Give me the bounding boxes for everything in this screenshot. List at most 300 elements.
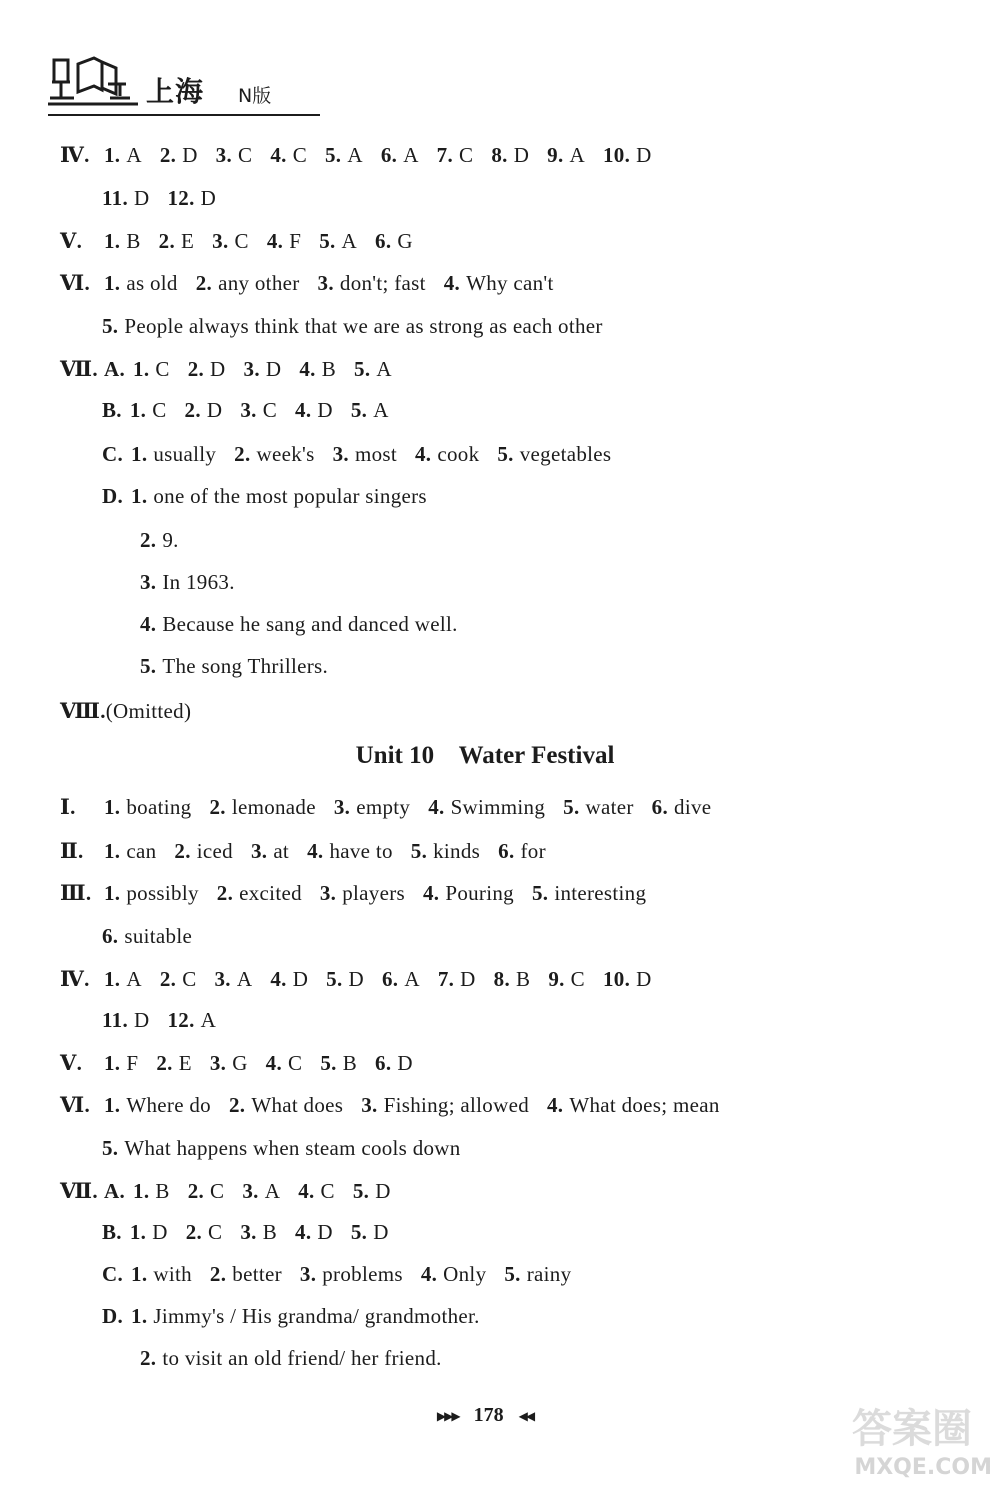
answer-item: [603, 143, 652, 167]
item-number: 1.: [131, 1262, 148, 1286]
item-answer: week's: [256, 442, 315, 466]
item-number: 3.: [319, 881, 337, 905]
answer-item: [160, 967, 197, 991]
answer-line: [60, 794, 729, 820]
item-answer: kinds: [433, 839, 481, 863]
answer-item: [270, 967, 308, 991]
answer-item: [133, 357, 170, 381]
item-number: 3.: [209, 1051, 227, 1075]
answer-item: [381, 143, 419, 167]
answer-item: [444, 271, 554, 295]
item-answer: A: [126, 967, 142, 991]
answer-item: [210, 1051, 248, 1075]
item-answer: rainy: [526, 1262, 572, 1286]
item-number: 3.: [250, 839, 268, 863]
item-number: 4.: [270, 967, 287, 991]
item-answer: 9.: [162, 528, 179, 552]
item-number: 9.: [548, 967, 565, 991]
item-number: 4.: [298, 1179, 315, 1203]
answer-item: [295, 1220, 333, 1244]
answer-item: [234, 442, 314, 466]
item-answer: Where do: [126, 1093, 211, 1117]
answer-line: [60, 966, 670, 992]
brand-title: 上海: [146, 75, 205, 108]
section-numeral: Ⅵ.: [60, 271, 90, 295]
item-number: 5.: [352, 1179, 370, 1203]
item-number: 4.: [140, 612, 157, 636]
answer-item: [188, 357, 226, 381]
item-number: 2.: [184, 398, 201, 422]
book-logo-icon: [48, 54, 138, 110]
answer-item: [298, 1179, 335, 1203]
answer-item: [185, 398, 223, 422]
answer-item: [504, 1262, 571, 1286]
answer-item: [498, 839, 546, 863]
item-number: 5.: [410, 839, 428, 863]
item-number: 5.: [354, 357, 371, 381]
item-answer: suitable: [124, 924, 193, 948]
answer-item: [212, 229, 249, 253]
item-answer: What does: [251, 1093, 344, 1117]
item-number: 3.: [317, 271, 334, 295]
answer-item: [333, 442, 397, 466]
section-numeral: Ⅱ.: [60, 839, 84, 863]
item-answer: D: [210, 357, 226, 381]
answer-item: [167, 1008, 216, 1032]
item-number: 5.: [350, 398, 368, 422]
item-answer: problems: [322, 1262, 403, 1286]
item-number: 1.: [131, 1304, 148, 1328]
answer-line: [60, 838, 564, 864]
subsection-letter: D.: [102, 1304, 124, 1328]
item-number: 1.: [133, 357, 150, 381]
item-number: 2.: [209, 795, 226, 819]
answer-item: [215, 967, 253, 991]
answer-line: [102, 1136, 479, 1161]
answer-item: [603, 967, 652, 991]
item-number: 2.: [174, 839, 191, 863]
answer-item: [140, 570, 235, 594]
answer-item: [104, 795, 191, 819]
answer-line: [102, 442, 629, 467]
answer-item: [438, 967, 476, 991]
item-number: 11.: [102, 1008, 128, 1032]
item-answer: A: [200, 1008, 217, 1032]
edition-label: N版: [238, 85, 272, 107]
item-answer: G: [232, 1051, 248, 1075]
subsection-letter: C.: [102, 1262, 124, 1286]
item-answer: D: [292, 967, 309, 991]
item-answer: D: [375, 1179, 391, 1203]
item-answer: D: [373, 1220, 389, 1244]
answer-item: [131, 1262, 192, 1286]
item-number: 1.: [129, 398, 147, 422]
item-number: 2.: [195, 271, 213, 295]
item-number: 5.: [504, 1262, 521, 1286]
item-number: 4.: [428, 795, 445, 819]
item-number: 1.: [104, 271, 121, 295]
item-number: 3.: [243, 357, 260, 381]
item-answer: D: [317, 1220, 333, 1244]
answer-item: [307, 839, 393, 863]
item-number: 2.: [185, 1220, 203, 1244]
item-number: 10.: [602, 967, 631, 991]
item-answer: C: [234, 229, 249, 253]
answer-item: [210, 1262, 282, 1286]
item-number: 3.: [140, 570, 157, 594]
item-number: 3.: [215, 143, 233, 167]
answer-line: [102, 1262, 589, 1287]
item-number: 6.: [651, 795, 669, 819]
answer-item: [240, 1220, 277, 1244]
answer-item: [217, 881, 302, 905]
item-answer: C: [182, 967, 197, 991]
answer-item: [318, 271, 426, 295]
answer-item: [295, 398, 333, 422]
answer-item: [266, 1051, 303, 1075]
answer-line: [102, 1220, 407, 1245]
item-answer: as old: [126, 271, 178, 295]
answer-item: [320, 881, 405, 905]
item-number: 3.: [242, 1179, 259, 1203]
item-answer: A: [264, 1179, 281, 1203]
answer-item: [251, 839, 289, 863]
item-answer: cook: [437, 442, 480, 466]
item-number: 2.: [228, 1093, 246, 1117]
item-answer: players: [342, 881, 405, 905]
item-answer: D: [636, 967, 652, 991]
page-header: [48, 48, 320, 118]
item-answer: can: [126, 839, 157, 863]
item-answer: (Omitted): [105, 699, 192, 723]
answer-item: [491, 143, 529, 167]
answer-item: [270, 143, 307, 167]
item-answer: F: [126, 1051, 139, 1075]
item-number: 6.: [380, 143, 398, 167]
answer-item: [104, 967, 142, 991]
subsection-letter: D.: [102, 484, 124, 508]
answer-item: [652, 795, 712, 819]
answer-item: [186, 1220, 223, 1244]
item-number: 5.: [102, 1136, 119, 1160]
item-answer: possibly: [126, 881, 199, 905]
answer-item: [375, 1051, 413, 1075]
item-number: 1.: [104, 143, 121, 167]
item-answer: Only: [443, 1262, 487, 1286]
item-number: 1.: [129, 1220, 147, 1244]
item-answer: B: [516, 967, 531, 991]
item-number: 1.: [104, 967, 121, 991]
item-number: 2.: [234, 442, 251, 466]
item-number: 5.: [531, 881, 549, 905]
answer-item: [563, 795, 634, 819]
item-answer: have to: [329, 839, 393, 863]
item-answer: water: [585, 795, 634, 819]
answer-item: [494, 967, 531, 991]
item-answer: D: [636, 143, 652, 167]
answer-line: [102, 314, 621, 339]
answer-item: [547, 143, 585, 167]
section-numeral: Ⅷ.: [60, 699, 106, 723]
item-number: 3.: [212, 229, 229, 253]
answer-item: [104, 143, 142, 167]
answer-item: [411, 839, 480, 863]
watermark-url-text: MXQE.COM: [854, 1455, 992, 1480]
item-number: 2.: [159, 143, 177, 167]
item-number: 1.: [104, 229, 121, 253]
item-answer: A: [347, 143, 363, 167]
item-answer: A: [341, 229, 358, 253]
item-answer: excited: [239, 881, 302, 905]
item-number: 8.: [493, 967, 510, 991]
item-answer: C: [238, 143, 253, 167]
item-number: 4.: [299, 357, 316, 381]
page-number: 178: [473, 1404, 504, 1426]
item-number: 10.: [602, 143, 631, 167]
item-number: 6.: [102, 924, 119, 948]
watermark-big-text: 答案圈: [852, 1406, 972, 1452]
unit-title: Unit 10 Water Festival: [355, 742, 615, 769]
item-number: 3.: [240, 1220, 257, 1244]
item-answer: Because he sang and danced well.: [162, 612, 458, 636]
item-answer: B: [126, 229, 141, 253]
answer-item: [104, 1051, 138, 1075]
item-answer: D: [152, 1220, 168, 1244]
item-answer: Why can't: [466, 271, 554, 295]
item-answer: The song Thrillers.: [162, 654, 329, 678]
answer-line: [140, 570, 253, 595]
item-number: 2.: [187, 357, 205, 381]
item-answer: D: [348, 967, 364, 991]
item-number: 3.: [214, 967, 231, 991]
answer-item: [102, 314, 603, 338]
answer-line: [102, 484, 445, 509]
section-numeral: Ⅴ.: [60, 1051, 83, 1075]
item-number: 6.: [375, 229, 392, 253]
item-number: 2.: [158, 229, 176, 253]
answer-item: [547, 1093, 720, 1117]
item-number: 5.: [140, 654, 157, 678]
item-answer: B: [155, 1179, 170, 1203]
item-answer: A: [569, 143, 585, 167]
answer-line: [140, 528, 197, 553]
item-answer: at: [273, 839, 290, 863]
answer-item: [140, 1346, 442, 1370]
item-answer: Swimming: [450, 795, 546, 819]
item-number: 3.: [361, 1093, 378, 1117]
answer-item: [415, 442, 479, 466]
item-answer: one of the most popular singers: [153, 484, 427, 508]
item-number: 3.: [240, 398, 257, 422]
item-number: 5.: [320, 1051, 337, 1075]
item-answer: D: [200, 186, 217, 210]
item-answer: with: [153, 1262, 192, 1286]
answer-item: [104, 1093, 211, 1117]
item-answer: F: [289, 229, 302, 253]
item-number: 2.: [209, 1262, 227, 1286]
item-answer: C: [208, 1220, 223, 1244]
answer-item: [102, 186, 149, 210]
answer-item: [133, 1179, 170, 1203]
item-number: 7.: [436, 143, 454, 167]
item-number: 1.: [104, 1051, 121, 1075]
item-answer: usually: [153, 442, 217, 466]
item-answer: D: [397, 1051, 413, 1075]
item-answer: C: [292, 143, 307, 167]
item-answer: C: [262, 398, 278, 422]
answer-item: [104, 881, 199, 905]
answer-item: [104, 839, 156, 863]
answer-line: [60, 880, 664, 906]
item-number: 5.: [326, 967, 343, 991]
subsection-letter: A.: [104, 357, 126, 381]
item-number: 2.: [159, 967, 177, 991]
answer-line: [102, 1008, 234, 1033]
answer-item: [421, 1262, 487, 1286]
item-answer: interesting: [554, 881, 647, 905]
answer-line: [60, 270, 572, 296]
item-answer: Fishing; allowed: [383, 1093, 529, 1117]
item-answer: for: [520, 839, 546, 863]
item-number: 5.: [102, 314, 119, 338]
item-number: 4.: [265, 1051, 283, 1075]
answer-item: [102, 1136, 461, 1160]
answer-item: [319, 229, 357, 253]
item-answer: D: [513, 143, 530, 167]
answer-item: [299, 357, 336, 381]
answer-line: [60, 356, 410, 382]
item-number: 11.: [102, 186, 128, 210]
item-number: 4.: [270, 143, 287, 167]
item-answer: Jimmy's / His grandma/ grandmother.: [153, 1304, 480, 1328]
item-answer: empty: [356, 795, 411, 819]
item-number: 4.: [422, 881, 440, 905]
item-number: 2.: [187, 1179, 205, 1203]
item-number: 5.: [350, 1220, 368, 1244]
answer-item: [140, 528, 179, 552]
item-answer: vegetables: [519, 442, 612, 466]
item-number: 4.: [420, 1262, 438, 1286]
answer-item: [325, 143, 363, 167]
answer-item: [320, 1051, 357, 1075]
subsection-letter: C.: [102, 442, 124, 466]
item-number: 1.: [133, 1179, 150, 1203]
item-answer: D: [206, 398, 223, 422]
item-answer: B: [342, 1051, 358, 1075]
item-answer: A: [403, 143, 419, 167]
answer-item: [188, 1179, 225, 1203]
item-answer: D: [460, 967, 476, 991]
answer-item: [497, 442, 611, 466]
item-answer: lemonade: [231, 795, 316, 819]
item-answer: D: [134, 1008, 150, 1032]
item-number: 3.: [332, 442, 349, 466]
item-number: 5.: [325, 143, 342, 167]
item-answer: iced: [196, 839, 233, 863]
item-number: 4.: [295, 1220, 312, 1244]
item-number: 2.: [156, 1051, 173, 1075]
item-answer: A: [236, 967, 253, 991]
item-number: 2.: [216, 881, 234, 905]
answer-item: [130, 398, 167, 422]
answer-item: [156, 1051, 192, 1075]
item-answer: D: [265, 357, 282, 381]
answer-item: [104, 229, 141, 253]
answer-item: [423, 881, 514, 905]
item-number: 6.: [375, 1051, 392, 1075]
answer-item: [131, 442, 216, 466]
item-answer: A: [126, 143, 142, 167]
answer-line: [140, 654, 346, 679]
item-answer: C: [570, 967, 585, 991]
item-answer: C: [152, 398, 167, 422]
item-number: 6.: [498, 839, 515, 863]
answer-item: [209, 795, 315, 819]
answer-item: [196, 271, 300, 295]
item-answer: A: [373, 398, 389, 422]
item-number: 2.: [140, 528, 157, 552]
item-number: 5.: [497, 442, 514, 466]
answer-item: [160, 143, 198, 167]
item-answer: D: [134, 186, 150, 210]
subsection-letter: A.: [104, 1179, 126, 1203]
answer-item: [375, 229, 413, 253]
item-number: 1.: [104, 795, 121, 819]
item-answer: B: [262, 1220, 278, 1244]
answer-item: [167, 186, 216, 210]
answer-item: [353, 1179, 391, 1203]
section-numeral: Ⅶ.: [60, 357, 98, 381]
watermark-logo: [812, 1394, 992, 1480]
item-answer: C: [210, 1179, 225, 1203]
answer-line: [60, 1178, 409, 1204]
item-number: 1.: [131, 442, 148, 466]
answer-line: [60, 228, 431, 254]
item-number: 4.: [414, 442, 432, 466]
item-number: 1.: [131, 484, 148, 508]
answer-item: [334, 795, 410, 819]
item-answer: Pouring: [445, 881, 514, 905]
answer-line: [102, 924, 210, 949]
item-answer: to visit an old friend/ her friend.: [162, 1346, 442, 1370]
section-numeral: Ⅵ.: [60, 1093, 90, 1117]
answer-item: [104, 271, 178, 295]
item-answer: A: [404, 967, 420, 991]
section-numeral: Ⅲ.: [60, 881, 92, 905]
item-number: 4.: [547, 1093, 564, 1117]
answer-item: [242, 1179, 280, 1203]
section-numeral: Ⅶ.: [60, 1179, 98, 1203]
answer-item: [216, 143, 253, 167]
answer-line: [60, 1050, 431, 1076]
item-number: 4.: [295, 398, 312, 422]
answer-line: [102, 186, 234, 211]
item-number: 12.: [167, 1008, 195, 1032]
subsection-letter: B.: [102, 398, 122, 422]
item-number: 7.: [437, 967, 455, 991]
item-answer: E: [181, 229, 195, 253]
footer-right-arrows: ◀◀: [518, 1408, 534, 1423]
answer-item: [382, 967, 420, 991]
answer-item: [428, 795, 545, 819]
answer-item: [102, 924, 192, 948]
item-answer: D: [317, 398, 333, 422]
answer-item: [351, 398, 389, 422]
answer-item: [361, 1093, 529, 1117]
answer-item: [174, 839, 233, 863]
section-numeral: Ⅳ.: [60, 143, 90, 167]
item-number: 5.: [563, 795, 580, 819]
